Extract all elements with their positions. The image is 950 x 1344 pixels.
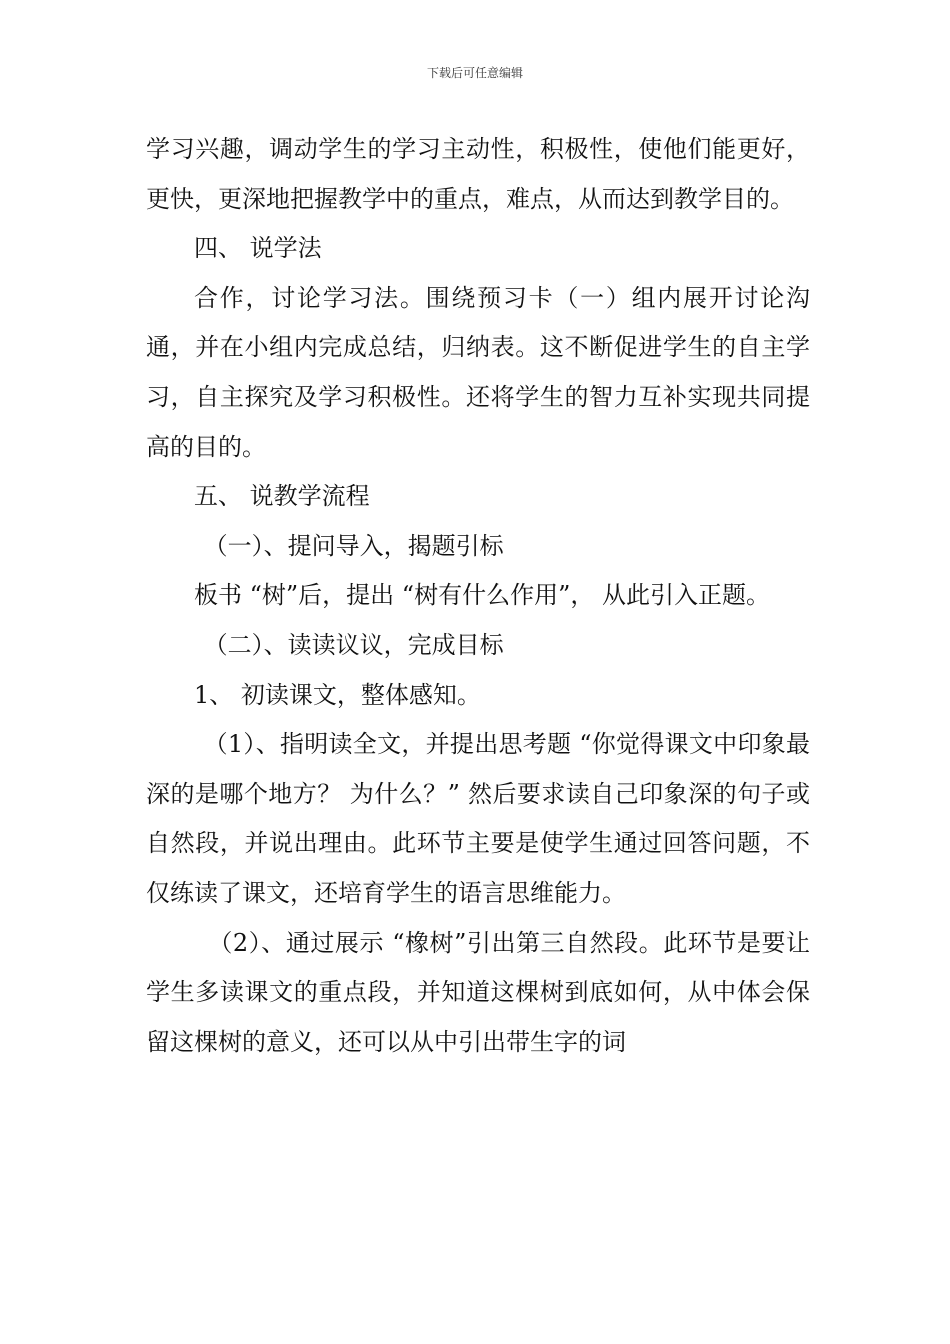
list-item-first-reading: 1、 初读课文，整体感知。 — [194, 680, 481, 709]
subheading-step-two: （二）、读读议议，完成目标 — [203, 630, 504, 659]
paragraph-study-method: 合作，讨论学习法。围绕预习卡（一）组内展开讨论沟通，并在小组内完成总结，归纳表。这不断促进学生的自主学习，自主探究及学习积极性。还将学生的智力互补实现共同提高的目的。 — [146, 283, 810, 461]
page-header: 下载后可任意编辑 — [426, 66, 523, 80]
paragraph-item-2: （2）、通过展示 “橡树”引出第三自然段。此环节是要让学生多读课文的重点段，并知道这棵树到底如何，从中体会保留这棵树的意义，还可以从中引出带生字的词 — [146, 928, 810, 1056]
paragraph-item-1: （1）、指明读全文，并提出思考题 “你觉得课文中印象最深的是哪个地方？ 为什么？” 然后要求读自己印象深的句子或自然段，并说出理由。此环节主要是使学生通过回答问题，不仅练读了课文，还培育学生的语言思维能力。 — [146, 730, 810, 907]
section-heading-study-method: 四、 说学法 — [194, 234, 322, 263]
subheading-step-one: （一）、提问导入，揭题引标 — [203, 531, 504, 560]
document-body — [146, 125, 810, 1067]
paragraph-blackboard: 板书 “树”后，提出 “树有什么作用”， 从此引入正题。 — [194, 581, 770, 610]
paragraph-continuation: 学习兴趣，调动学生的学习主动性，积极性，使他们能更好，更快，更深地把握教学中的重点，难点，从而达到教学目的。 — [146, 135, 810, 213]
section-heading-teaching-process: 五、 说教学流程 — [194, 482, 370, 511]
